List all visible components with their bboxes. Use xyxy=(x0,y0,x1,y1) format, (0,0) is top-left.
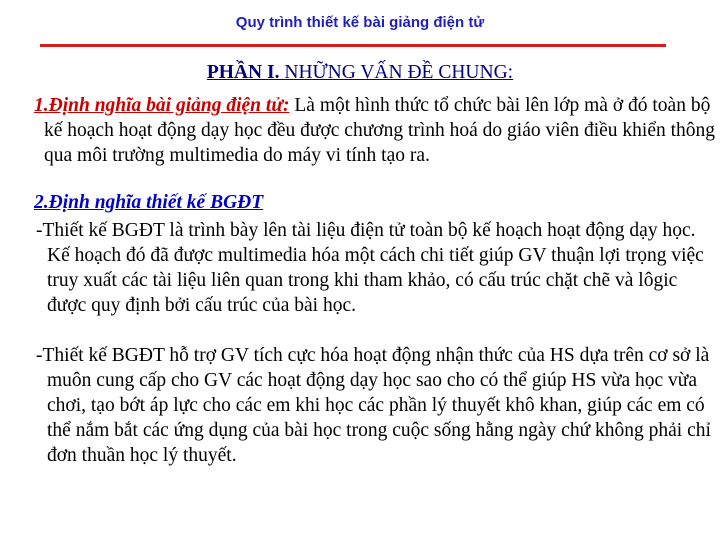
title-divider xyxy=(40,44,666,47)
section-heading-rest: NHỮNG VẤN ĐỀ CHUNG: xyxy=(279,62,514,83)
definition-1-label: 1.Định nghĩa bài giảng điện tử: xyxy=(34,95,290,116)
definition-1 xyxy=(34,93,716,168)
section-heading xyxy=(0,62,720,84)
slide-title: Quy trình thiết kế bài giảng điện tử xyxy=(235,14,485,31)
definition-2-label: 2.Định nghĩa thiết kế BGĐT xyxy=(34,192,264,213)
bullet-paragraph-1: -Thiết kế BGĐT là trình bày lên tài liệu điện tử toàn bộ kế hoạch hoạt động dạy học. Kế hoạch đó đã được multimedia hóa một cách chi tiết giúp GV thuận lợi trọng việc truy xuất các tài liệu liên quan trong khi tham khảo, có cấu trúc chặt chẽ và lôgic được quy định bởi cấu trúc của bài học. xyxy=(36,220,704,316)
section-heading-part: PHẦN I. xyxy=(206,62,280,83)
bullet-paragraph-2: -Thiết kế BGĐT hỗ trợ GV tích cực hóa hoạt động nhận thức của HS dựa trên cơ sở là muôn cung cấp cho GV các hoạt động dạy học sao cho có thể giúp HS vừa học vừa chơi, tạo bớt áp lực cho các em khi học các phần lý thuyết khô khan, giúp các em có thể nắm bắt các ứng dụng của bài học trong cuộc sống hằng ngày chứ không phải chỉ đơn thuần học lý thuyết. xyxy=(36,345,711,466)
definition-1-text: Là một hình thức tổ chức bài lên lớp mà ở đó toàn bộ kế hoạch hoạt động dạy học đều được chương trình hoá do giáo viên điều khiển thông qua môi trường multimedia do máy vi tính tạo ra. xyxy=(44,95,716,166)
